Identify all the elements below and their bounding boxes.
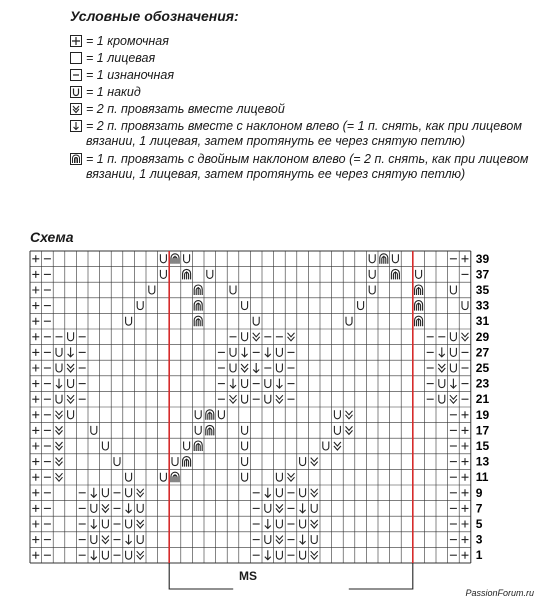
stitch-symbol [462, 536, 469, 543]
stitch-symbol [311, 520, 318, 528]
legend-text: = 1 накид [86, 85, 141, 99]
stitch-symbol [126, 551, 132, 560]
stitch-symbol [439, 347, 445, 357]
stitch-symbol [160, 473, 166, 482]
stitch-symbol [415, 316, 423, 326]
stitch-symbol [311, 489, 318, 497]
row-number-label: 35 [475, 283, 490, 297]
stitch-symbol [32, 521, 39, 528]
stitch-symbol [242, 473, 248, 482]
stitch-symbol [206, 425, 214, 435]
row-number-label: 13 [475, 454, 490, 469]
stitch-symbol [276, 395, 283, 403]
row-number-label: 9 [475, 485, 483, 500]
stitch-symbol [253, 333, 260, 341]
stitch-symbol [311, 551, 318, 559]
stitch-symbol [253, 317, 259, 326]
stitch-symbol [300, 457, 306, 466]
stitch-symbol [32, 505, 39, 512]
stitch-symbol [32, 427, 39, 434]
stitch-symbol [126, 535, 132, 545]
repeat-label: MS [239, 569, 257, 583]
stitch-symbol [230, 364, 236, 373]
stitch-symbol [67, 364, 74, 372]
stitch-symbol [462, 458, 469, 465]
stitch-symbol [242, 426, 248, 435]
stitch-symbol [450, 364, 456, 373]
stitch-symbol [276, 520, 282, 529]
stitch-symbol [32, 365, 39, 372]
stitch-symbol [242, 395, 248, 404]
stitch-symbol [183, 457, 191, 467]
repeat-bracket [169, 563, 413, 589]
stitch-symbol [462, 521, 469, 528]
stitch-symbol [265, 535, 271, 544]
stitch-symbol [32, 396, 39, 403]
stitch-symbol [439, 395, 445, 404]
stitch-symbol [160, 254, 166, 262]
stitch-symbol [242, 332, 248, 341]
stitch-symbol [68, 332, 74, 341]
stitch-symbol [265, 488, 271, 498]
stitch-symbol [300, 520, 306, 529]
stitch-symbol [194, 285, 202, 295]
stitch-symbol [91, 550, 97, 560]
stitch-symbol [288, 333, 295, 341]
stitch-symbol [126, 520, 132, 529]
stitch-symbol [311, 535, 317, 544]
stitch-symbol [300, 535, 306, 545]
stitch-symbol [462, 301, 468, 310]
stitch-symbol [32, 552, 39, 559]
stitch-symbol [369, 270, 375, 279]
stitch-symbol [56, 473, 63, 481]
stitch-symbol [91, 426, 97, 435]
stitch-symbol [137, 520, 144, 528]
stitch-symbol [102, 504, 109, 512]
stitch-symbol [102, 536, 109, 544]
row-number-label: 5 [475, 517, 483, 531]
chart-row [32, 285, 456, 295]
stitch-symbol [439, 379, 445, 388]
stitch-symbol [91, 504, 97, 513]
stitch-symbol [32, 255, 39, 262]
stitch-symbol [32, 349, 39, 356]
stitch-symbol [358, 301, 364, 310]
stitch-symbol [334, 410, 340, 419]
stitch-symbol [207, 270, 213, 279]
stitch-symbol [416, 270, 422, 279]
stitch-symbol [265, 395, 271, 404]
stitch-symbol [184, 442, 190, 451]
stitch-symbol [32, 271, 39, 278]
stitch-symbol [462, 489, 469, 496]
stitch-symbol [32, 458, 39, 465]
stitch-symbol [369, 286, 375, 295]
stitch-symbol [56, 442, 63, 450]
stitch-symbol [126, 503, 132, 513]
stitch-symbol [195, 410, 201, 419]
stitch-symbol [206, 410, 214, 420]
stitch-symbol [276, 504, 283, 512]
stitch-symbol [438, 364, 445, 372]
stitch-symbol [32, 474, 39, 481]
legend-title: Условные обозначения: [70, 8, 239, 24]
stitch-symbol [462, 255, 469, 262]
row-number-label: 1 [475, 548, 483, 563]
stitch-symbol [415, 285, 423, 295]
stitch-symbol [300, 503, 306, 513]
row-number-label: 21 [475, 392, 490, 407]
stitch-symbol [218, 410, 224, 419]
stitch-symbol [126, 473, 132, 482]
stitch-symbol [450, 332, 456, 341]
stitch-symbol [346, 317, 352, 326]
row-number-label: 3 [475, 532, 483, 547]
stitch-symbol [462, 333, 469, 341]
legend-text: = 2 п. провязать вместе с наклоном влево (= 1 п. снять, как при лицевом вязании, 1 лицевая, затем протянуть ее через снятую петлю) [86, 119, 522, 148]
stitch-symbol [462, 474, 469, 481]
stitch-symbol [334, 442, 341, 450]
stitch-symbol [91, 488, 97, 498]
stitch-symbol [183, 269, 191, 279]
stitch-symbol [276, 551, 282, 560]
stitch-symbol [56, 379, 62, 389]
stitch-symbol [300, 551, 306, 560]
stitch-symbol [276, 364, 282, 373]
stitch-symbol [391, 269, 399, 279]
stitch-symbol [102, 442, 108, 451]
stitch-symbol [32, 333, 39, 340]
stitch-symbol [32, 489, 39, 496]
stitch-symbol [91, 535, 97, 544]
stitch-symbol [450, 286, 456, 295]
stitch-symbol [265, 550, 271, 560]
row-number-label: 11 [475, 470, 489, 485]
stitch-symbol [276, 536, 283, 544]
stitch-symbol [137, 551, 144, 559]
stitch-symbol [276, 473, 282, 482]
stitch-symbol [462, 427, 469, 434]
stitch-symbol [102, 520, 108, 529]
stitch-symbol [311, 504, 317, 513]
stitch-symbol [32, 287, 39, 294]
stitch-symbol [276, 379, 282, 389]
row-number-label: 37 [475, 267, 490, 282]
stitch-symbol [415, 301, 423, 311]
stitch-symbol [56, 395, 62, 404]
stitch-symbol [300, 488, 306, 497]
stitch-symbol [56, 411, 63, 419]
stitch-symbol [450, 395, 457, 403]
stitch-symbol [450, 379, 456, 389]
stitch-symbol [126, 488, 132, 496]
stitch-symbol [276, 348, 282, 357]
stitch-symbol [171, 254, 179, 264]
stitch-symbol [346, 426, 353, 434]
row-number-label: 39 [475, 251, 490, 266]
stitch-symbol [265, 504, 271, 513]
stitch-symbol [230, 286, 236, 295]
row-number-label: 23 [475, 376, 490, 391]
chart-grid [30, 251, 471, 563]
stitch-symbol [68, 410, 74, 419]
legend-text: = 1 изнаночная [86, 68, 175, 82]
stitch-symbol [462, 411, 469, 418]
stitch-symbol [288, 473, 295, 481]
stitch-symbol [56, 426, 63, 434]
stitch-symbol [242, 347, 248, 357]
stitch-symbol [137, 301, 143, 310]
stitch-symbol [323, 442, 329, 451]
row-number-label: 27 [475, 345, 490, 360]
row-number-label: 25 [475, 361, 490, 375]
stitch-symbol [137, 504, 143, 513]
legend-text: = 2 п. провязать вместе лицевой [86, 102, 285, 116]
watermark: PassionForum.ru [465, 588, 534, 598]
stitch-symbol [114, 457, 120, 466]
stitch-symbol [241, 364, 248, 372]
stitch-symbol [462, 505, 469, 512]
stitch-symbol [230, 348, 236, 357]
stitch-symbol [230, 395, 237, 403]
stitch-symbol [242, 457, 248, 466]
stitch-symbol [242, 442, 248, 451]
stitch-symbol [67, 395, 74, 403]
scheme-title: Схема [30, 229, 74, 245]
stitch-symbol [311, 458, 318, 466]
stitch-symbol [68, 347, 74, 357]
stitch-symbol [334, 426, 340, 435]
stitch-symbol [462, 443, 469, 450]
stitch-symbol [56, 348, 62, 357]
stitch-symbol [346, 411, 353, 419]
row-number-label: 31 [475, 314, 490, 329]
stitch-symbol [56, 364, 62, 373]
stitch-symbol [230, 379, 236, 389]
stitch-symbol [450, 348, 456, 357]
stitch-symbol [369, 254, 375, 262]
stitch-symbol [137, 489, 144, 497]
stitch-symbol [32, 380, 39, 387]
row-number-label: 33 [475, 298, 490, 313]
stitch-symbol [32, 536, 39, 543]
stitch-symbol [194, 441, 202, 451]
row-number-label: 19 [475, 407, 490, 422]
stitch-symbol [265, 347, 271, 357]
stitch-symbol [137, 535, 143, 544]
stitch-symbol [194, 301, 202, 311]
stitch-symbol [195, 426, 201, 435]
stitch-symbol [242, 301, 248, 310]
row-number-label: 29 [475, 329, 490, 344]
stitch-symbol [380, 254, 388, 264]
row-number-label: 15 [475, 439, 490, 453]
stitch-symbol [276, 488, 282, 497]
stitch-symbol [56, 458, 63, 466]
stitch-symbol [242, 379, 248, 388]
stitch-symbol [126, 317, 132, 326]
stitch-symbol [102, 551, 108, 560]
stitch-symbol [32, 318, 39, 325]
stitch-symbol [392, 254, 398, 262]
stitch-symbol [253, 363, 259, 373]
legend-text: = 1 п. провязать с двойным наклоном влево (= 2 п. снять, как при лицевом вязании, 1 лицевая, затем протянуть ее через снятую петлю) [86, 152, 529, 181]
stitch-symbol [171, 472, 179, 482]
legend-text: = 1 лицевая [86, 51, 156, 65]
stitch-symbol [68, 379, 74, 388]
stitch-symbol [265, 379, 271, 388]
stitch-symbol [265, 519, 271, 529]
stitch-symbol [91, 519, 97, 529]
stitch-symbol [149, 286, 155, 295]
stitch-symbol [184, 254, 190, 262]
row-number-label: 17 [475, 423, 490, 438]
stitch-symbol [160, 270, 166, 279]
stitch-symbol [32, 302, 39, 309]
stitch-symbol [32, 443, 39, 450]
legend-text: = 1 кромочная [86, 34, 169, 48]
stitch-symbol [194, 316, 202, 326]
stitch-symbol [102, 488, 108, 497]
row-number-label: 7 [475, 501, 483, 516]
stitch-symbol [172, 457, 178, 466]
stitch-symbol [462, 552, 469, 559]
stitch-symbol [32, 411, 39, 418]
